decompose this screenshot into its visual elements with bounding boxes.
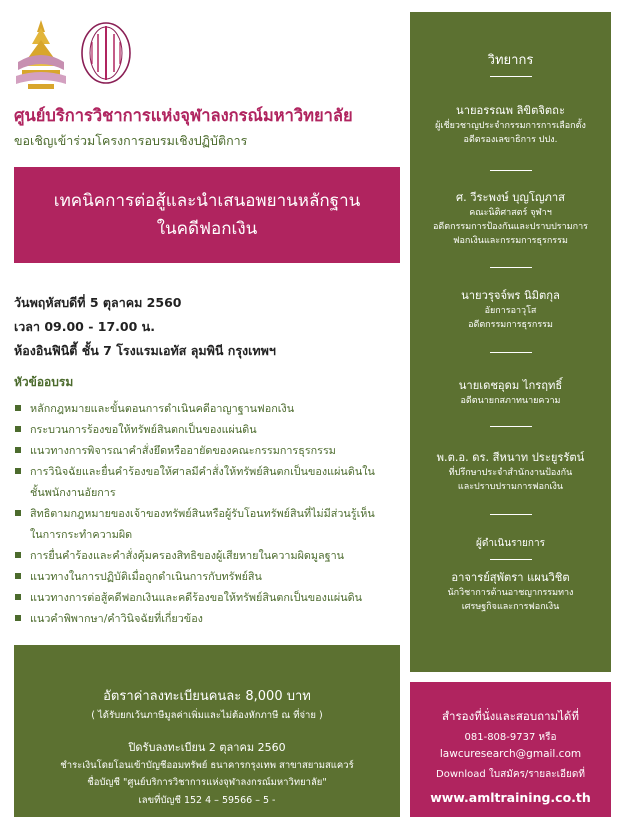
speaker-role: ฟอกเงินและกรรมการธุรกรรม bbox=[453, 236, 568, 246]
fee-amount: อัตราค่าลงทะเบียนคนละ 8,000 บาท bbox=[103, 689, 311, 704]
moderator bbox=[410, 569, 611, 614]
topics-heading: หัวข้ออบรม bbox=[14, 375, 74, 389]
speaker-role: อดีตรองเลขาธิการ ปปง. bbox=[463, 135, 558, 145]
topic-item: กระบวนการร้องขอให้ทรัพย์สินตกเป็นของแผ่นดิน bbox=[14, 419, 398, 440]
contact-email[interactable]: lawcuresearch@gmail.com bbox=[439, 748, 582, 760]
divider bbox=[490, 170, 532, 171]
divider bbox=[490, 514, 532, 515]
topics-list bbox=[14, 398, 398, 629]
speaker-name: นายวรุจจ์พร นิมิตกุล bbox=[461, 289, 560, 302]
org-title: ศูนย์บริการวิชาการแห่งจุฬาลงกรณ์มหาวิทยาลัย bbox=[14, 106, 353, 125]
contact-phone[interactable]: 081-808-9737 หรือ bbox=[464, 732, 557, 743]
course-title-line1: เทคนิคการต่อสู้และนำเสนอพยานหลักฐาน bbox=[53, 191, 361, 211]
topic-item: การวินิจฉัยและยื่นคำร้องขอให้ศาลมีคำสั่งให้ทรัพย์สินตกเป็นของแผ่นดินใน bbox=[14, 461, 398, 482]
speaker-role: อดีตนายกสภาทนายความ bbox=[460, 396, 561, 406]
academic-service-logo-icon bbox=[78, 20, 134, 86]
moderator-name: อาจารย์สุพัตรา แผนวิชิต bbox=[451, 571, 570, 584]
speaker-4 bbox=[410, 377, 611, 408]
moderator-heading bbox=[410, 537, 611, 551]
invitation-subtitle: ขอเชิญเข้าร่วมโครงการอบรมเชิงปฏิบัติการ bbox=[14, 133, 248, 148]
topic-item-continuation: ในการกระทำความผิด bbox=[30, 528, 133, 541]
speaker-3 bbox=[410, 287, 611, 332]
speaker-role: อดีตกรรมการธุรกรรม bbox=[468, 320, 553, 330]
topic-item-continuation: ชั้นพนักงานอัยการ bbox=[30, 486, 116, 499]
contact-heading: สำรองที่นั่งและสอบถามได้ที่ bbox=[442, 709, 579, 723]
divider bbox=[490, 559, 532, 560]
moderator-heading-text: ผู้ดำเนินรายการ bbox=[476, 538, 545, 549]
registration-fee-box bbox=[14, 645, 400, 817]
speaker-role: ผู้เชี่ยวชาญประจำกรรมการการเลือกตั้ง bbox=[435, 121, 586, 131]
divider bbox=[490, 426, 532, 427]
topic-item: แนวทางในการปฏิบัติเมื่อถูกดำเนินการกับทรัพย์สิน bbox=[14, 566, 398, 587]
website-link[interactable]: www.amltraining.co.th bbox=[430, 790, 591, 805]
speaker-name: นายอรรณพ ลิขิตจิตถะ bbox=[456, 104, 565, 117]
speaker-name: นายเดชอุดม ไกรฤทธิ์ bbox=[458, 379, 563, 392]
speaker-1 bbox=[410, 102, 611, 147]
divider bbox=[490, 352, 532, 353]
speaker-role: อัยการอาวุโส bbox=[484, 306, 537, 316]
speakers-heading: วิทยากร bbox=[487, 53, 534, 68]
speaker-name: พ.ต.อ. ดร. สีหนาท ประยูรรัตน์ bbox=[436, 451, 585, 464]
course-title-line2: ในคดีฟอกเงิน bbox=[156, 219, 258, 239]
speakers-panel bbox=[410, 12, 611, 672]
event-date: วันพฤหัสบดีที่ 5 ตุลาคม 2560 bbox=[14, 295, 182, 310]
topic-item: แนวทางการต่อสู้คดีฟอกเงินและคดีร้องขอให้ทรัพย์สินตกเป็นของแผ่นดิน bbox=[14, 587, 398, 608]
fee-tax-note: ( ได้รับยกเว้นภาษีมูลค่าเพิ่มและไม่ต้องหักภาษี ณ ที่จ่าย ) bbox=[91, 710, 323, 721]
payment-account-number: เลขที่บัญชี 152 4 – 59566 – 5 - bbox=[138, 795, 276, 806]
speaker-2 bbox=[410, 189, 611, 248]
moderator-role: นักวิชาการด้านอาชญากรรมทาง bbox=[447, 588, 574, 598]
speaker-role: และปราบปรามการฟอกเงิน bbox=[457, 482, 564, 492]
event-venue: ห้องอินฟินิตี้ ชั้น 7 โรงแรมเอทัส ลุมพินี กรุงเทพฯ bbox=[14, 343, 276, 358]
payment-bank: ชำระเงินโดยโอนเข้าบัญชีออมทรัพย์ ธนาคารกรุงเทพ สาขาสยามสแควร์ bbox=[60, 760, 354, 771]
registration-deadline: ปิดรับลงทะเบียน 2 ตุลาคม 2560 bbox=[128, 741, 286, 754]
speaker-role: คณะนิติศาสตร์ จุฬาฯ bbox=[469, 208, 552, 218]
course-title-banner bbox=[14, 167, 400, 263]
speaker-role: อดีตกรรมการป้องกันและปราบปรามการ bbox=[433, 222, 588, 232]
topic-item: แนวคำพิพากษา/คำวินิจฉัยที่เกี่ยวข้อง bbox=[14, 608, 398, 629]
event-time: เวลา 09.00 - 17.00 น. bbox=[14, 319, 155, 334]
topic-item: สิทธิตามกฎหมายของเจ้าของทรัพย์สินหรือผู้รับโอนทรัพย์สินที่ไม่มีส่วนรู้เห็น bbox=[14, 503, 398, 524]
speaker-name: ศ. วีระพงษ์ บุญโญภาส bbox=[456, 191, 565, 204]
topic-item: แนวทางการพิจารณาคำสั่งยึดหรืออายัดของคณะกรรมการธุรกรรม bbox=[14, 440, 398, 461]
speaker-5 bbox=[410, 449, 611, 494]
payment-account-name: ชื่อบัญชี "ศูนย์บริการวิชาการแห่งจุฬาลงกรณ์มหาวิทยาลัย" bbox=[87, 777, 327, 788]
chula-emblem-icon bbox=[12, 18, 70, 90]
contact-download-note: Download ใบสมัคร/รายละเอียดที่ bbox=[436, 769, 585, 780]
contact-box bbox=[410, 682, 611, 817]
divider bbox=[490, 267, 532, 268]
topic-item: การยื่นคำร้องและคำสั่งคุ้มครองสิทธิของผู้เสียหายในความผิดมูลฐาน bbox=[14, 545, 398, 566]
topic-item: หลักกฎหมายและขั้นตอนการดำเนินคดีอาญาฐานฟอกเงิน bbox=[14, 398, 398, 419]
speaker-role: ที่ปรึกษาประจำสำนักงานป้องกัน bbox=[448, 468, 573, 478]
divider bbox=[490, 76, 532, 77]
moderator-role: เศรษฐกิจและการฟอกเงิน bbox=[461, 602, 560, 612]
